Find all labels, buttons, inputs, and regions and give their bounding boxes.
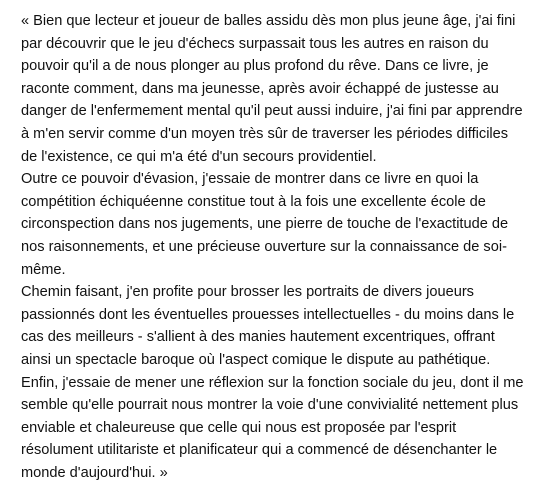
- paragraph-dream: [21, 10, 530, 168]
- paragraph-evasion: [21, 168, 530, 281]
- text-line: circonspection dans nos jugements, une pierre de touche de l'exactitude de: [21, 216, 509, 233]
- text-line: semble qu'elle pourrait nous montrer la voie d'une convivialité nettement plus: [21, 397, 519, 414]
- text-line: par découvrir que le jeu d'échecs surpassait tous les autres en raison du: [21, 35, 489, 52]
- text-line: cas des meilleurs - s'allient à des manies hautement excentriques, offrant: [21, 329, 495, 346]
- text-line: de l'existence, ce qui m'a été d'un secours providentiel.: [21, 148, 377, 165]
- text-line: même.: [21, 261, 66, 278]
- text-line: compétition échiquéenne constitue tout à la fois une excellente école de: [21, 193, 486, 210]
- text-line: résolument utilitariste et planificateur qui a commencé de désenchanter le: [21, 442, 498, 459]
- paragraph-social-function: [21, 372, 530, 485]
- text-line: enviable et chaleureuse que celle qui nous est proposée par l'esprit: [21, 419, 457, 436]
- text-line: Chemin faisant, j'en profite pour brosser les portraits de divers joueurs: [21, 284, 474, 301]
- text-line: pouvoir qu'il a de nous plonger au plus profond du rêve. Dans ce livre, je: [21, 58, 489, 75]
- text-line: danger de l'enfermement mental qu'il peut aussi induire, j'ai fini par apprendre: [21, 103, 523, 120]
- text-line: nos raisonnements, et une précieuse ouverture sur la connaissance de soi-: [21, 238, 507, 255]
- text-line: raconte comment, dans ma jeunesse, après avoir échappé de justesse au: [21, 80, 499, 97]
- paragraph-portraits: [21, 281, 530, 371]
- text-line: « Bien que lecteur et joueur de balles assidu dès mon plus jeune âge, j'ai fini: [21, 13, 516, 29]
- text-line: passionnés dont les éventuelles prouesses intellectuelles - du moins dans le: [21, 306, 515, 323]
- text-line: monde d'aujourd'hui. »: [21, 464, 168, 481]
- text-line: à m'en servir comme d'un moyen très sûr de traverser les périodes difficiles: [21, 125, 509, 142]
- text-line: ainsi un spectacle baroque où l'aspect comique le dispute au pathétique.: [21, 351, 491, 368]
- text-line: Outre ce pouvoir d'évasion, j'essaie de montrer dans ce livre en quoi la: [21, 171, 479, 188]
- text-line: Enfin, j'essaie de mener une réflexion sur la fonction sociale du jeu, dont il me: [21, 374, 524, 391]
